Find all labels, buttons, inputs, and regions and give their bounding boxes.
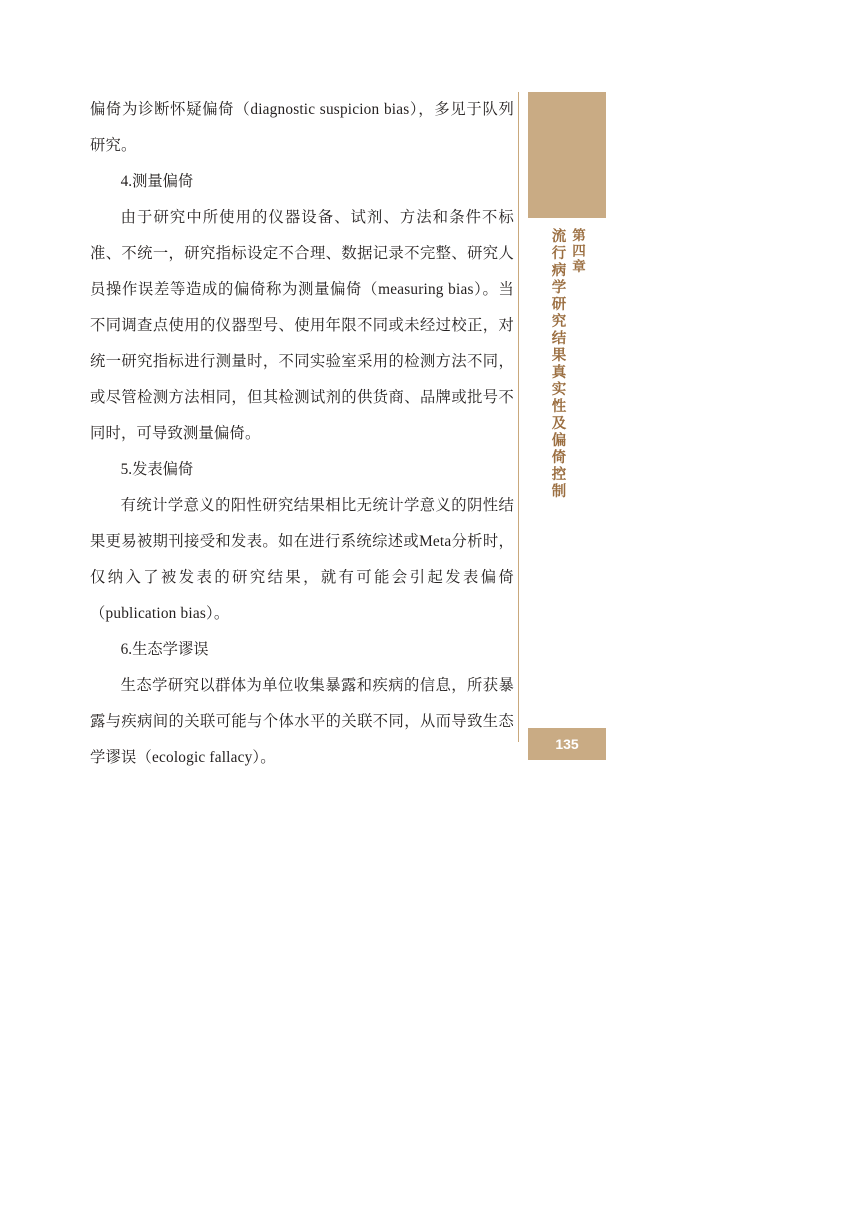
heading-ecologic-fallacy: 6.生态学谬误 <box>120 641 209 658</box>
paragraph-publication-bias: 有统计学意义的阳性研究结果相比无统计学意义的阴性结果更易被期刊接受和发表。如在进行系统综述或Meta分析时，仅纳入了被发表的研究结果，就有可能会引起发表偏倚（publication bias）。 <box>90 497 514 622</box>
chapter-number: 第四章 <box>570 228 585 275</box>
paragraph-measurement-bias: 由于研究中所使用的仪器设备、试剂、方法和条件不标准、不统一，研究指标设定不合理、数据记录不完整、研究人员操作误差等造成的偏倚称为测量偏倚（measuring bias）。当不同调查点使用的仪器型号、使用年限不同或未经过校正，对统一研究指标进行测量时，不同实验室采用的检测方法不同，或尽管检测方法相同，但其检测试剂的供货商、品牌或批号不同时，可导致测量偏倚。 <box>90 209 514 442</box>
paragraph-continued: 偏倚为诊断怀疑偏倚（diagnostic suspicion bias），多见于队列研究。 <box>90 101 514 154</box>
side-running-head <box>528 228 606 628</box>
chapter-title: 流行病学研究结果真实性及偏倚控制 <box>549 228 566 500</box>
vertical-rule-divider <box>518 92 519 742</box>
side-tab-block <box>528 92 606 218</box>
body-text-column <box>90 92 514 776</box>
side-tab-label: 流行病学 <box>31 27 47 99</box>
paragraph-ecologic-fallacy: 生态学研究以群体为单位收集暴露和疾病的信息，所获暴露与疾病间的关联可能与个体水平的关联不同，从而导致生态学谬误（ecologic fallacy）。 <box>90 677 514 766</box>
heading-publication-bias: 5.发表偏倚 <box>120 461 194 478</box>
heading-measurement-bias: 4.测量偏倚 <box>120 173 194 190</box>
page-number: 135 <box>555 736 579 752</box>
